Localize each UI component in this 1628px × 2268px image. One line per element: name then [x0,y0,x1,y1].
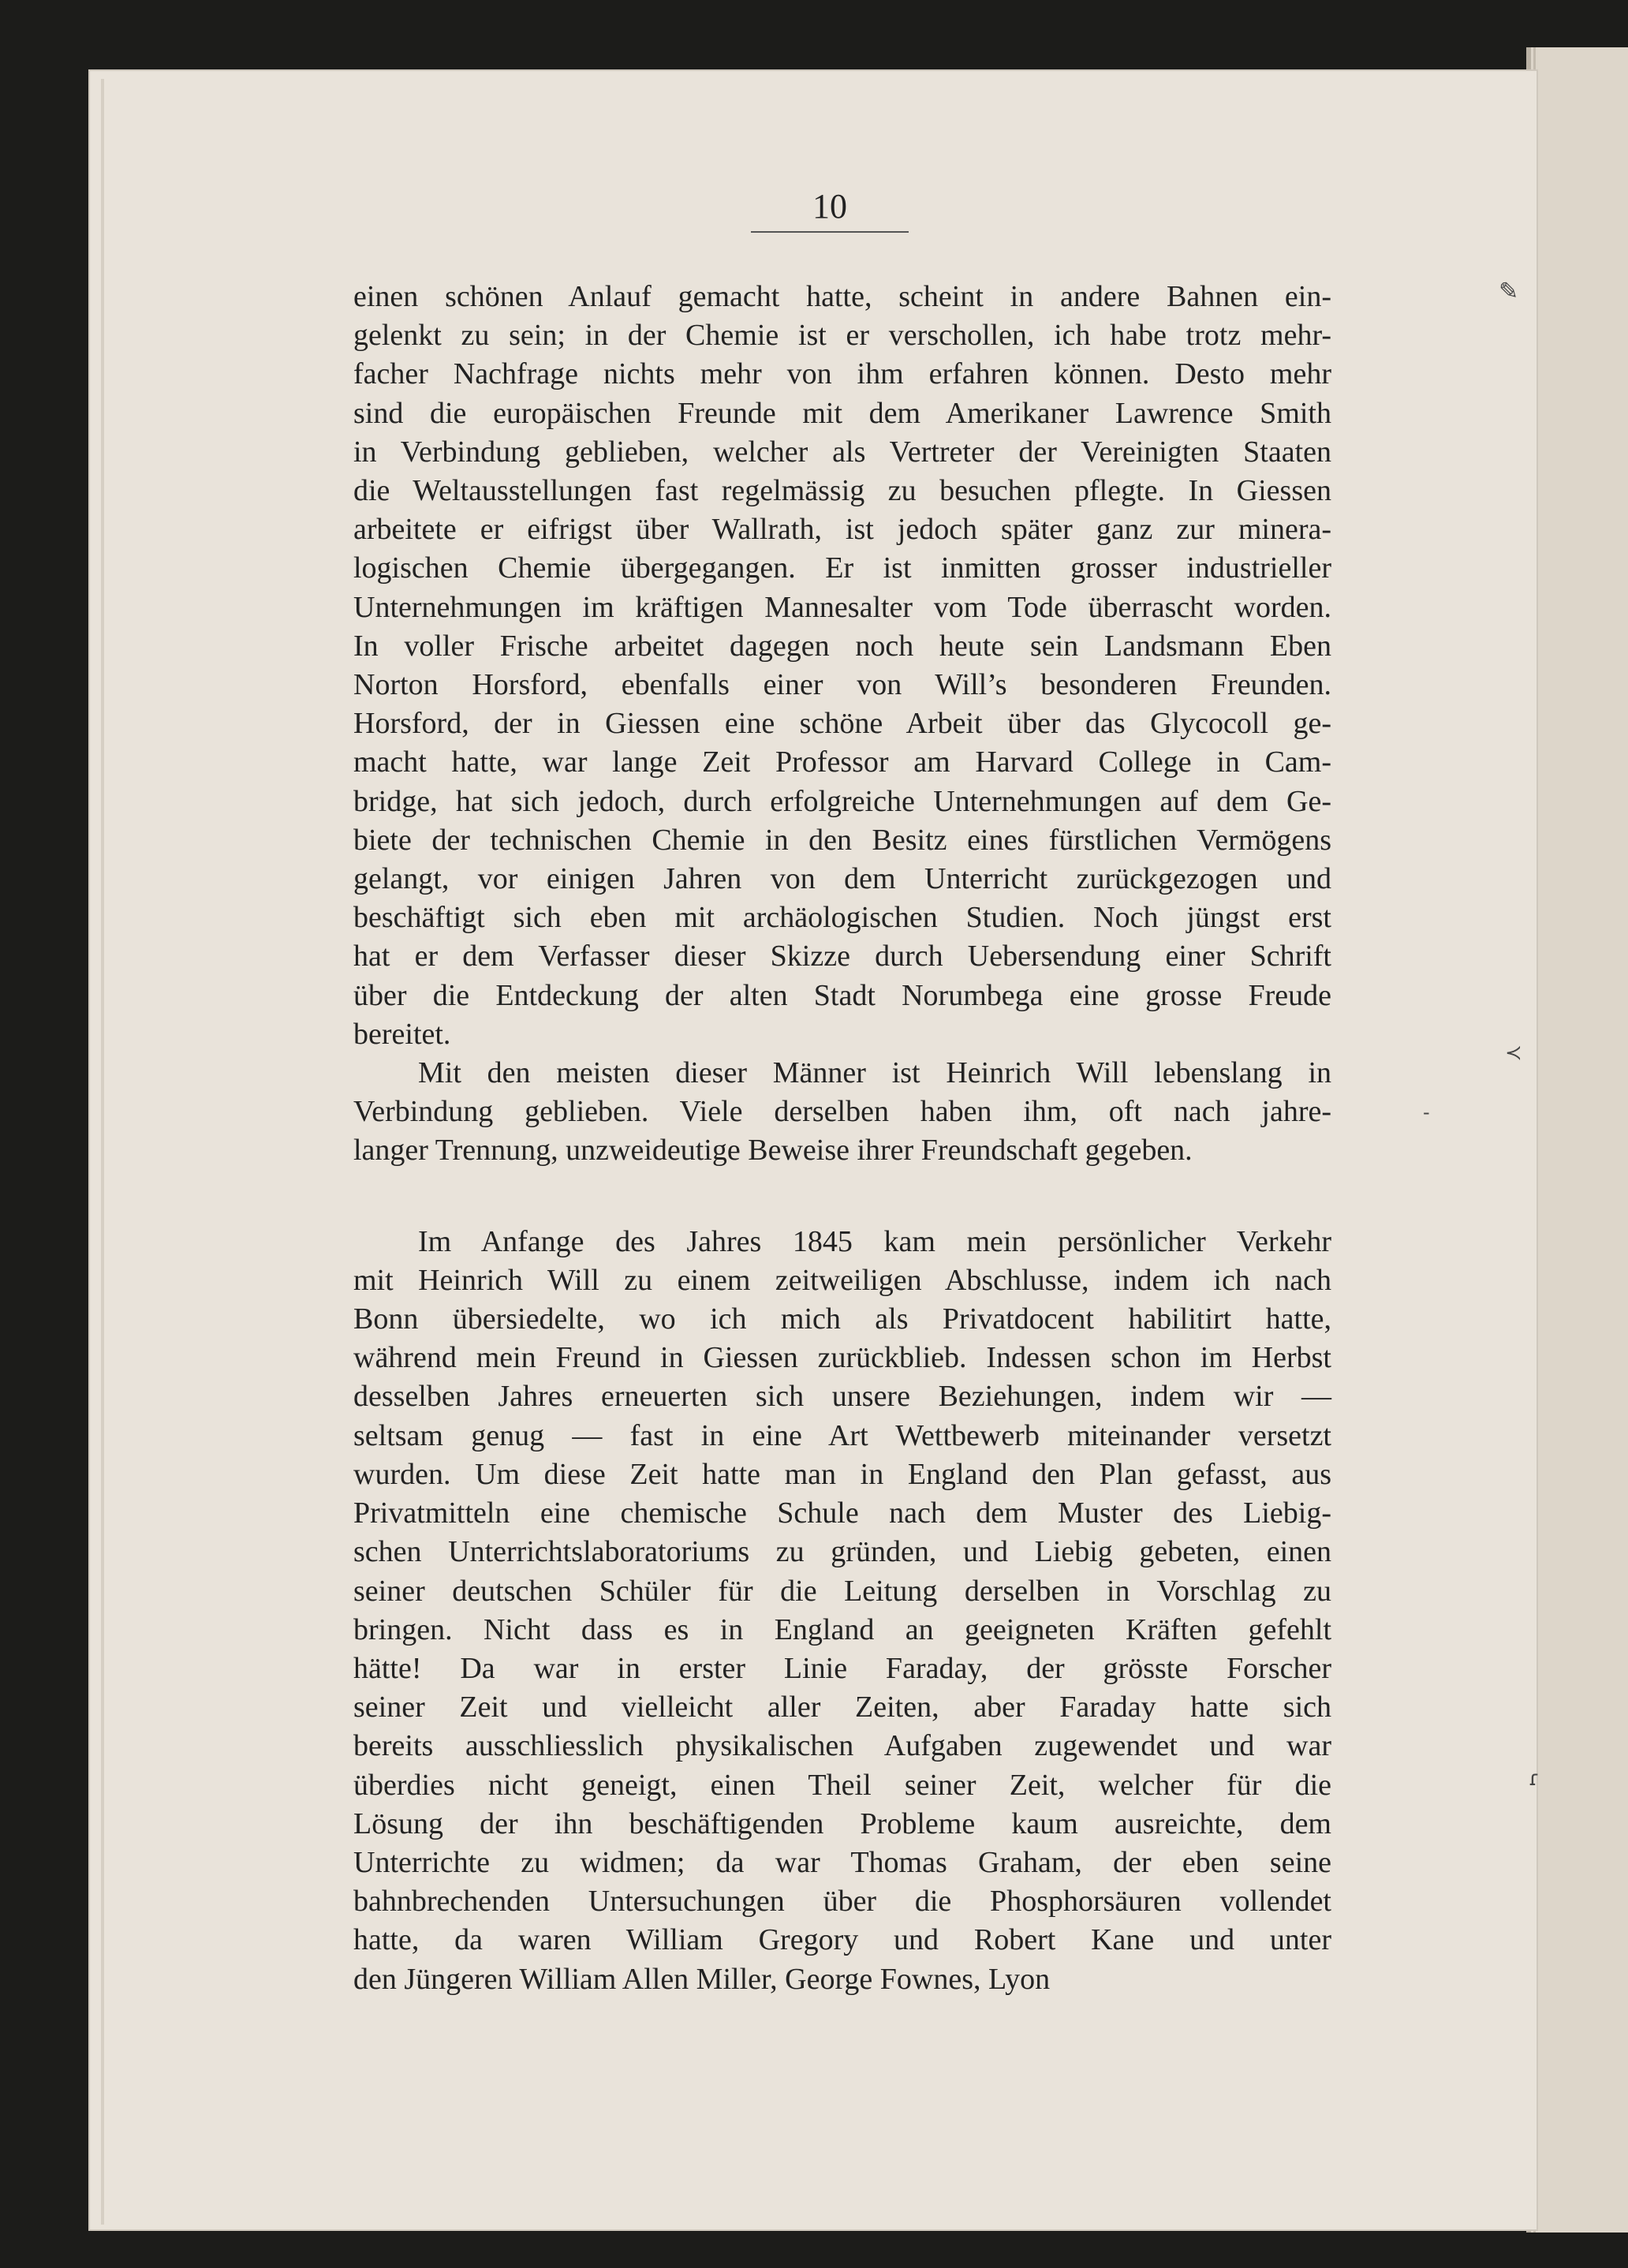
text-line: hatte, da waren William Gregory und Robert Kane und unter [353,1923,1331,1957]
text-line: bridge, hat sich jedoch, durch erfolgreiche Unternehmungen auf dem Ge- [353,784,1331,818]
text-line: wurden. Um diese Zeit hatte man in England den Plan gefasst, aus [353,1457,1331,1491]
text-line: arbeitete er eifrigst über Wallrath, ist jedoch später ganz zur minera- [353,513,1331,547]
adjacent-page-edge [1526,47,1628,2233]
text-line: Horsford, der in Giessen eine schöne Arbeit über das Glycocoll ge- [353,707,1331,741]
paragraph [353,278,1331,1054]
text-line: hat er dem Verfasser dieser Skizze durch Uebersendung einer Schrift [353,940,1331,973]
text-line: bereits ausschliesslich physikalischen Aufgaben zugewendet und war [353,1729,1331,1763]
margin-mark: - [1423,1101,1430,1123]
text-line: den Jüngeren William Allen Miller, George Fownes, Lyon [353,1962,1051,1996]
text-line: Privatmitteln eine chemische Schule nach dem Muster des Liebig- [353,1496,1331,1530]
page-edge-shadow [101,79,104,2225]
text-line: Unternehmungen im kräftigen Mannesalter vom Tode überrascht worden. [353,590,1331,624]
text-line: die Weltausstellungen fast regelmässig zu besuchen pflegte. In Giessen [353,474,1331,508]
text-line: Norton Horsford, ebenfalls einer von Will’s besonderen Freunden. [353,668,1331,702]
text-line: langer Trennung, unzweideutige Beweise ihrer Freundschaft gegeben. [353,1134,1193,1168]
margin-mark: ✎ [1499,278,1519,305]
margin-mark: ≺ [1505,1041,1522,1065]
text-line: überdies nicht geneigt, einen Theil seiner Zeit, welcher für die [353,1768,1331,1802]
body-text [353,278,1331,1999]
text-line: gelangt, vor einigen Jahren von dem Unterricht zurückgezogen und [353,862,1331,896]
text-line: sind die europäischen Freunde mit dem Amerikaner Lawrence Smith [353,396,1331,430]
text-line: Bonn übersiedelte, wo ich mich als Privatdocent habilitirt hatte, [353,1302,1331,1336]
text-line: schen Unterrichtslaboratoriums zu gründen, und Liebig gebeten, einen [353,1535,1331,1569]
paragraph [353,1054,1331,1171]
text-line: Mit den meisten dieser Männer ist Heinrich Will lebenslang in [418,1056,1331,1090]
text-line: einen schönen Anlauf gemacht hatte, scheint in andere Bahnen ein- [353,280,1331,313]
text-line: In voller Frische arbeitet dagegen noch heute sein Landsmann Eben [353,629,1331,663]
text-line: hätte! Da war in erster Linie Faraday, der grösste Forscher [353,1651,1331,1685]
text-line: bringen. Nicht dass es in England an geeigneten Kräften gefehlt [353,1612,1331,1646]
header-rule [751,231,909,233]
text-line: macht hatte, war lange Zeit Professor am Harvard College in Cam- [353,745,1331,779]
text-line: gelenkt zu sein; in der Chemie ist er verschollen, ich habe trotz mehr- [353,319,1331,353]
text-line: Lösung der ihn beschäftigenden Probleme kaum ausreichte, dem [353,1807,1331,1840]
text-line: Unterrichte zu widmen; da war Thomas Graham, der eben seine [353,1845,1331,1879]
text-line: biete der technischen Chemie in den Besitz eines fürstlichen Vermögens [353,823,1331,857]
page-header [751,186,909,233]
text-line: facher Nachfrage nichts mehr von ihm erfahren können. Desto mehr [353,357,1331,391]
text-line: bereitet. [353,1017,451,1051]
text-line: desselben Jahres erneuerten sich unsere Beziehungen, indem wir — [353,1380,1331,1414]
page-number: 10 [812,187,847,226]
paragraph [353,1223,1331,1999]
text-line: Verbindung geblieben. Viele derselben haben ihm, oft nach jahre- [353,1095,1331,1129]
text-line: während mein Freund in Giessen zurückblieb. Indessen schon im Herbst [353,1341,1331,1375]
text-line: seiner Zeit und vielleicht aller Zeiten, aber Faraday hatte sich [353,1691,1331,1724]
text-line: über die Entdeckung der alten Stadt Norumbega eine grosse Freude [353,978,1331,1012]
text-line: beschäftigt sich eben mit archäologischen Studien. Noch jüngst erst [353,901,1331,935]
text-line: seltsam genug — fast in eine Art Wettbewerb miteinander versetzt [353,1418,1331,1452]
text-line: bahnbrechenden Untersuchungen über die Phosphorsäuren vollendet [353,1885,1331,1919]
text-line: seiner deutschen Schüler für die Leitung derselben in Vorschlag zu [353,1574,1331,1608]
text-line: logischen Chemie übergegangen. Er ist inmitten grosser industrieller [353,551,1331,585]
text-line: Im Anfange des Jahres 1845 kam mein persönlicher Verkehr [418,1224,1331,1258]
margin-mark: ɾ [1529,1767,1540,1791]
text-line: mit Heinrich Will zu einem zeitweiligen Abschlusse, indem ich nach [353,1263,1331,1297]
section-break [353,1171,1331,1223]
text-line: in Verbindung geblieben, welcher als Vertreter der Vereinigten Staaten [353,435,1331,469]
